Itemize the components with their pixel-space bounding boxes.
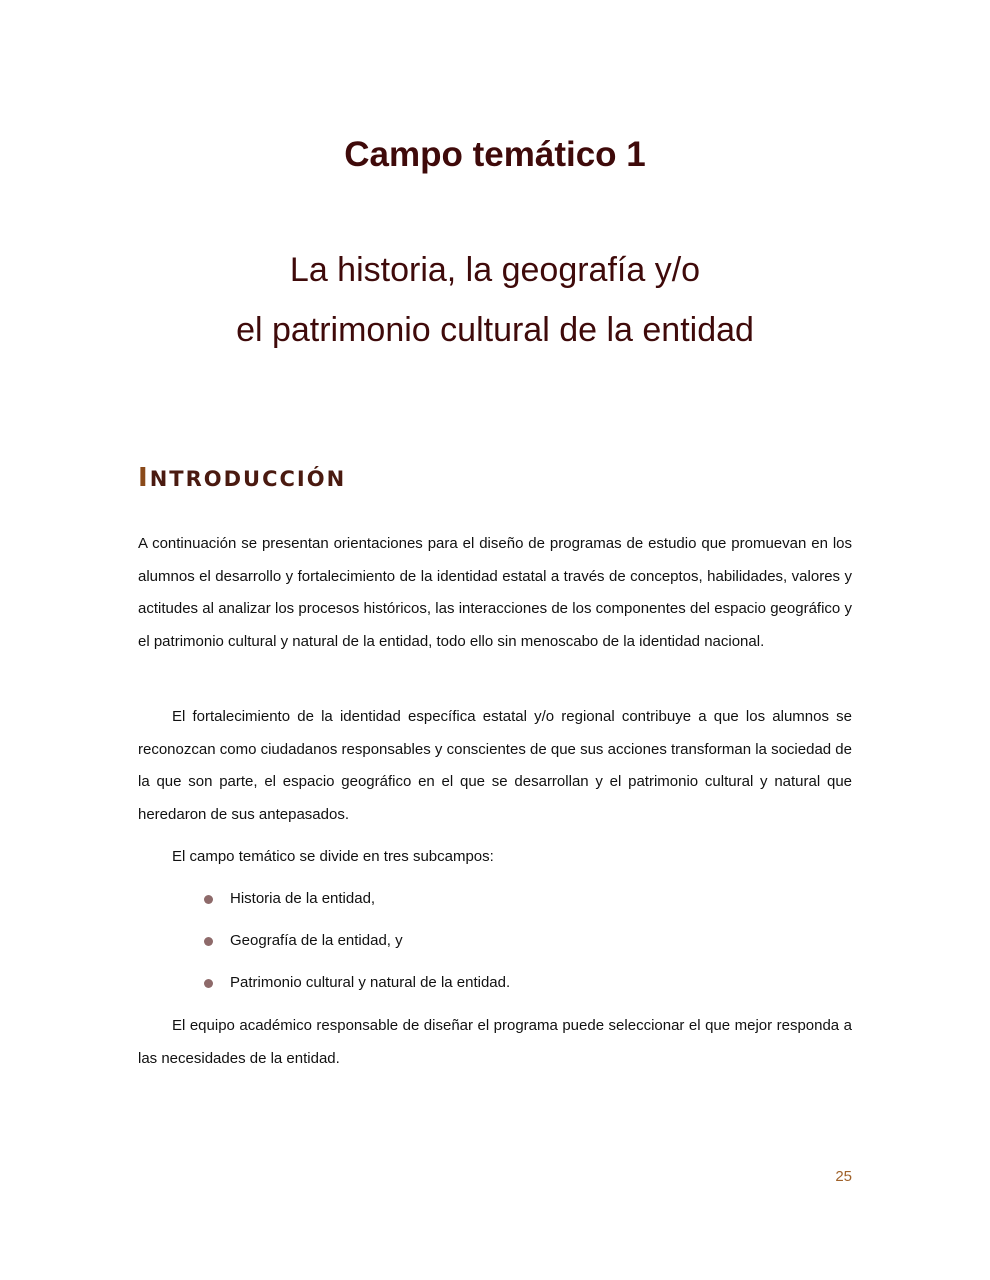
bullet-icon — [204, 979, 213, 988]
list-item — [200, 967, 510, 1009]
list-item-label: Geografía de la entidad, y — [230, 932, 403, 949]
heading-rest: NTRODUCCIÓN — [149, 467, 347, 491]
paragraph-3: El campo temático se divide en tres subcampos: — [172, 848, 494, 865]
page-number: 25 — [835, 1168, 852, 1185]
heading-initial: I — [138, 463, 150, 493]
list-item-label: Historia de la entidad, — [230, 890, 376, 907]
bullet-icon — [204, 937, 213, 946]
subtitle-line-2: el patrimonio cultural de la entidad — [236, 311, 754, 349]
subcampos-list — [200, 883, 510, 1009]
paragraph-4: El equipo académico responsable de diseñar el programa puede seleccionar el que mejor responda a las necesidades de la entidad. — [138, 1017, 852, 1067]
section-heading-introduccion — [138, 462, 346, 495]
page-subtitle — [0, 240, 990, 360]
list-item — [200, 925, 510, 967]
paragraph-2: El fortalecimiento de la identidad específica estatal y/o regional contribuye a que los alumnos se reconozcan como ciudadanos responsables y conscientes de que sus acciones transforman la sociedad de la que son parte, el espacio geográfico en el que se desarrollan y el patrimonio cultural y natural que heredaron de sus antepasados. — [138, 708, 852, 823]
paragraph-1: A continuación se presentan orientaciones para el diseño de programas de estudio que promuevan en los alumnos el desarrollo y fortalecimiento de la identidad estatal a través de conceptos, habilidades, valores y actitudes al analizar los procesos históricos, las interacciones de los componentes del espacio geográfico y el patrimonio cultural y natural de la entidad, todo ello sin menoscabo de la identidad nacional. — [138, 535, 852, 650]
list-item — [200, 883, 510, 925]
bullet-icon — [204, 895, 213, 904]
subtitle-line-1: La historia, la geografía y/o — [289, 251, 701, 289]
list-item-label: Patrimonio cultural y natural de la entidad. — [230, 974, 511, 991]
page-title: Campo temático 1 — [344, 135, 646, 174]
